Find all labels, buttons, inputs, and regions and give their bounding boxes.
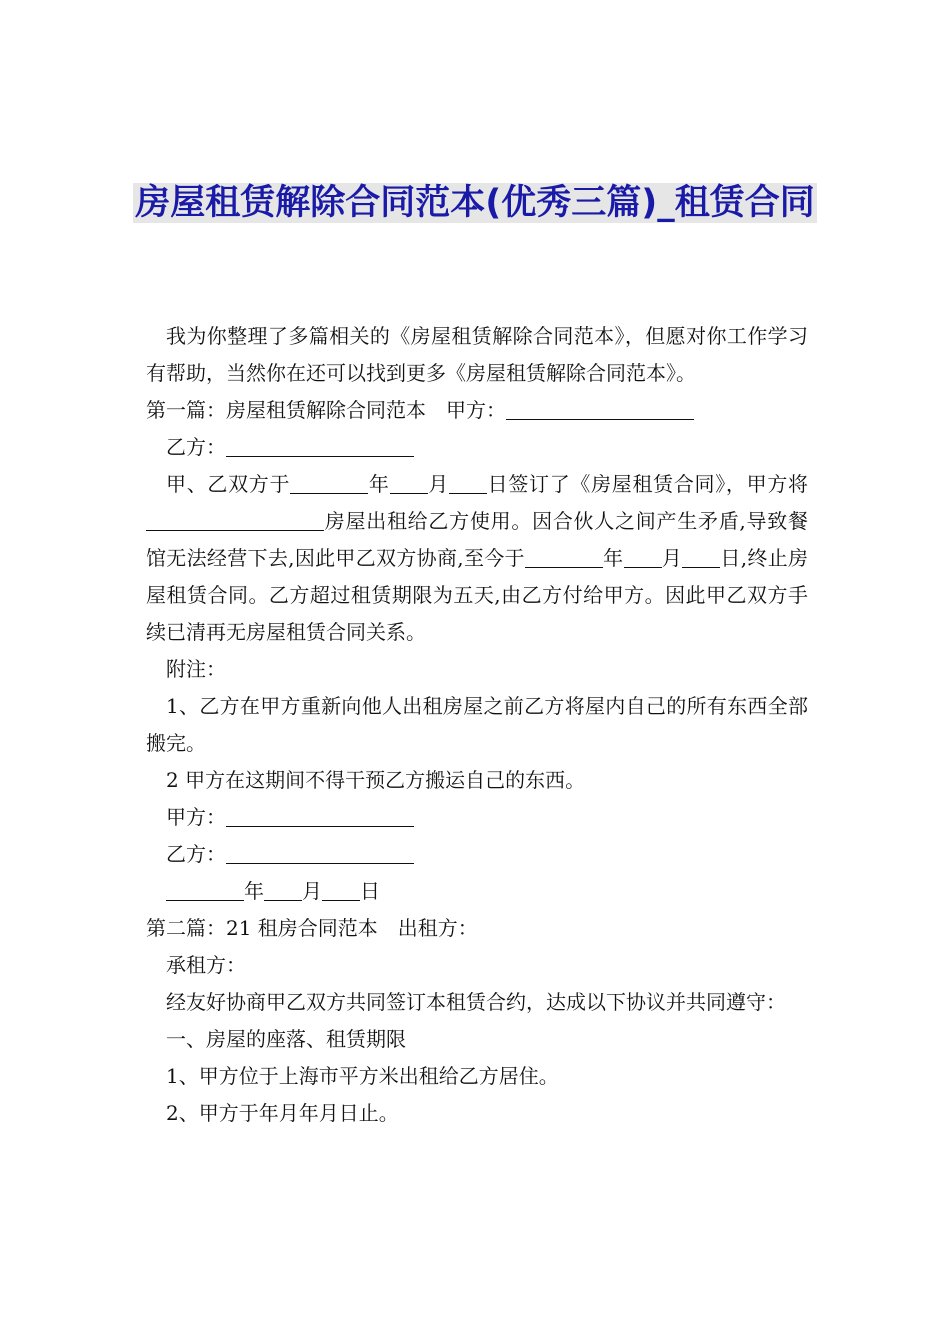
sign-party-a-blank bbox=[226, 804, 414, 827]
first-article-heading bbox=[146, 392, 808, 429]
section-1-item-2: 2、甲方于年月年月日止。 bbox=[166, 1101, 399, 1125]
agreement-day-signed: 日签订了《房屋租赁合同》，甲方将 bbox=[486, 472, 809, 496]
date-year-blank bbox=[290, 471, 368, 494]
agreement-end: 日,终止房屋租赁合同。乙方超过租赁期限为五天,由乙方付给甲方。因此甲乙双方手续已清再无房屋租赁合同关系。 bbox=[146, 546, 809, 644]
sign-month-blank bbox=[264, 878, 302, 901]
sign-party-b-blank bbox=[226, 841, 414, 864]
property-blank bbox=[146, 508, 324, 531]
agreement-paragraph bbox=[146, 466, 808, 651]
tenant-label: 承租方： bbox=[166, 953, 246, 977]
party-b-line bbox=[146, 429, 808, 466]
intro-paragraph: 我为你整理了多篇相关的《房屋租赁解除合同范本》，但愿对你工作学习有帮助，当然你在还可以找到更多《房屋租赁解除合同范本》。 bbox=[146, 324, 808, 385]
sign-party-a-line bbox=[146, 799, 808, 836]
agreement-text-a: 甲、乙双方于 bbox=[166, 472, 291, 496]
sign-party-b-line bbox=[146, 836, 808, 873]
agreement-month: 月 bbox=[427, 472, 449, 496]
end-day-blank bbox=[682, 545, 720, 568]
date-month-blank bbox=[390, 471, 428, 494]
sign-day: 日 bbox=[360, 879, 380, 903]
sign-year: 年 bbox=[244, 879, 264, 903]
section-1-item-1: 1、甲方位于上海市平方米出租给乙方居住。 bbox=[166, 1064, 559, 1088]
sign-date-line bbox=[146, 873, 808, 910]
sign-party-b-label: 乙方： bbox=[166, 842, 226, 866]
sign-day-blank bbox=[322, 878, 360, 901]
party-b-label: 乙方： bbox=[166, 435, 226, 459]
agreement-year2: 年 bbox=[602, 546, 624, 570]
sign-year-blank bbox=[166, 878, 244, 901]
document-body bbox=[146, 318, 808, 1132]
second-intro-paragraph: 经友好协商甲乙双方共同签订本租赁合约，达成以下协议并共同遵守： bbox=[166, 990, 786, 1014]
end-year-blank bbox=[525, 545, 603, 568]
document-title-block bbox=[120, 176, 830, 230]
document-title: 房屋租赁解除合同范本(优秀三篇)_租赁合同 bbox=[135, 183, 815, 223]
sign-month: 月 bbox=[302, 879, 322, 903]
agreement-rent: 房屋出租给乙方使用。因合伙人之间产生矛盾,导致餐馆无法经营下去,因此甲乙双方协商,至今于 bbox=[146, 509, 808, 570]
sign-party-a-label: 甲方： bbox=[166, 805, 226, 829]
party-b-blank bbox=[226, 434, 414, 457]
date-day-blank bbox=[449, 471, 487, 494]
first-article-heading-text: 第一篇：房屋租赁解除合同范本 甲方： bbox=[146, 398, 506, 422]
end-month-blank bbox=[624, 545, 662, 568]
party-a-blank bbox=[506, 397, 694, 420]
agreement-month2: 月 bbox=[661, 546, 683, 570]
section-1-heading: 一、房屋的座落、租赁期限 bbox=[166, 1027, 406, 1051]
note-item-1: 1、乙方在甲方重新向他人出租房屋之前乙方将屋内自己的所有东西全部搬完。 bbox=[146, 694, 808, 755]
agreement-year: 年 bbox=[368, 472, 390, 496]
note-item-2: 2 甲方在这期间不得干预乙方搬运自己的东西。 bbox=[166, 768, 586, 792]
note-label: 附注： bbox=[166, 657, 226, 681]
second-article-heading: 第二篇：21 租房合同范本 出租方： bbox=[146, 916, 478, 940]
